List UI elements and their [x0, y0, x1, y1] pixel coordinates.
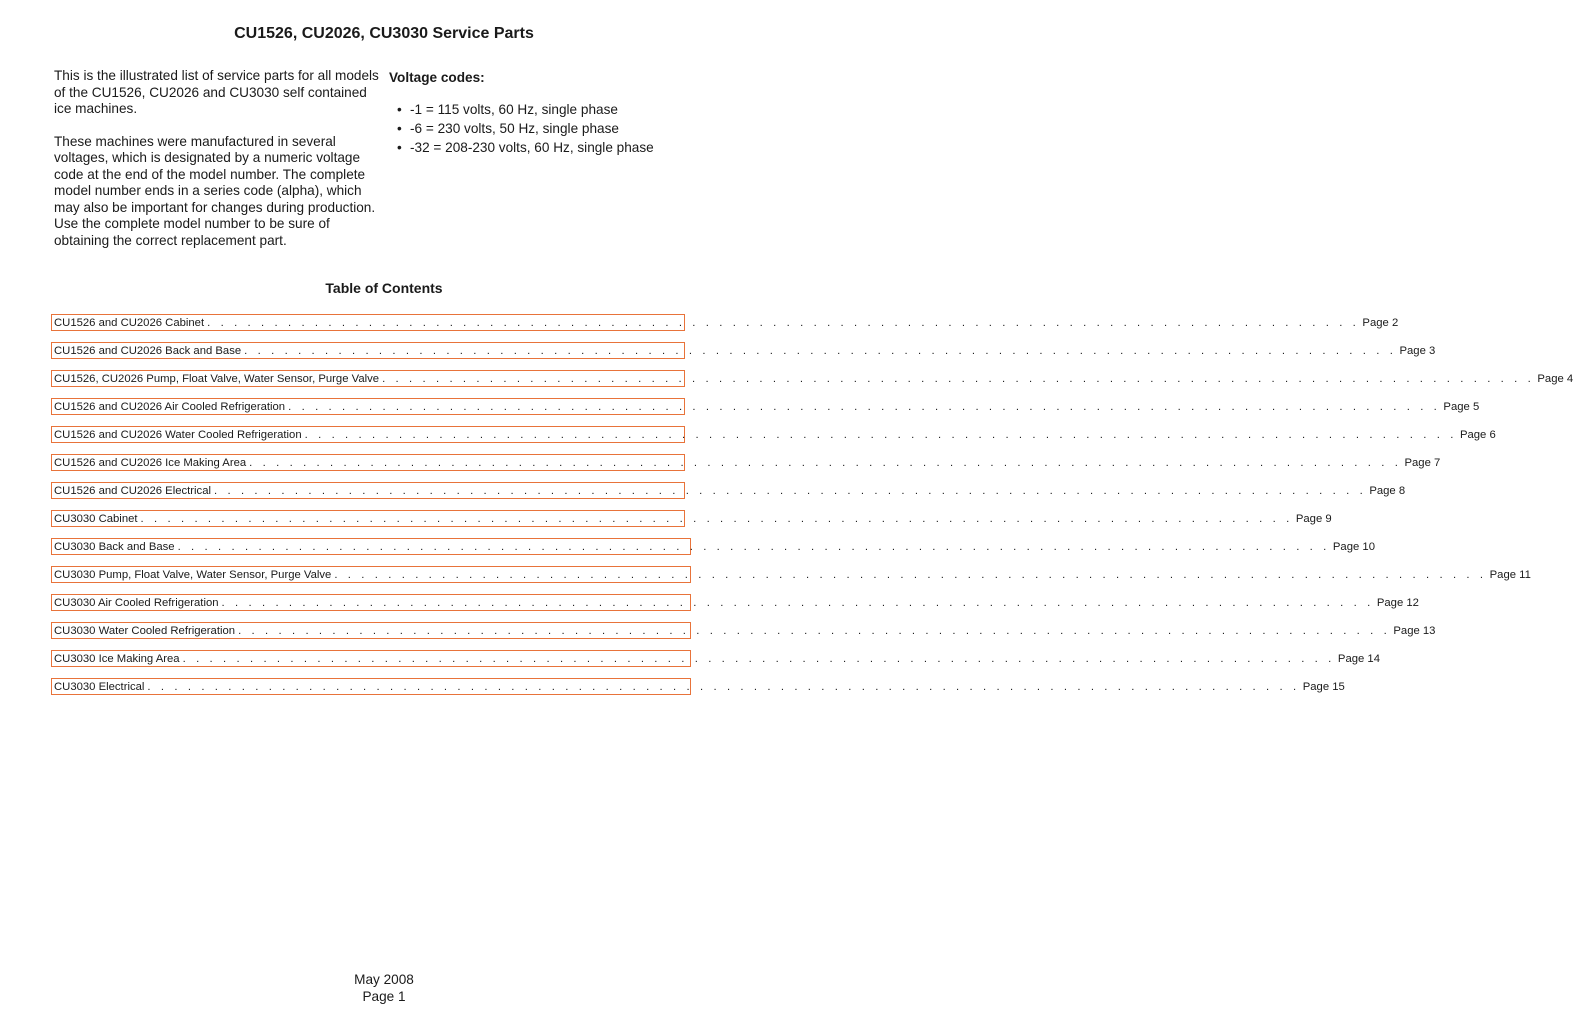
voltage-codes-heading: Voltage codes: [389, 70, 485, 85]
toc-entry-page: Page 11 [1489, 568, 1531, 581]
toc-link-cu1526-cu2026-air-cooled[interactable] [51, 398, 1480, 415]
toc-entry-page: Page 3 [1399, 344, 1436, 357]
toc-link-cu1526-cu2026-water-cooled[interactable] [51, 426, 1496, 443]
toc-link-cu3030-ice-making-area[interactable] [51, 650, 1380, 667]
toc-entry-page: Page 2 [1362, 316, 1399, 329]
toc-heading: Table of Contents [325, 280, 443, 296]
page-footer [0, 971, 768, 1005]
toc-entry-page: Page 12 [1376, 596, 1419, 609]
footer-page-number: Page 1 [362, 989, 406, 1004]
toc-leader-dots: . . . . . . . . . . . . . . . . . . . . . . . . . . . . . . . . . . . . . . . . . . . . . . . . . . . . . . . . . . . . . . . . . . . . . . . . . . . . . . . . . . . . . . [238, 624, 1391, 637]
page-title: CU1526, CU2026, CU3030 Service Parts [234, 25, 534, 42]
footer-date: May 2008 [354, 972, 414, 987]
toc-leader-dots: . . . . . . . . . . . . . . . . . . . . . . . . . . . . . . . . . . . . . . . . . . . . . . . . . . . . . . . . . . . . . . . . . . . . . . . . . . . . . . . . . . . . . . [207, 316, 1360, 329]
toc-entry-page: Page 7 [1404, 456, 1441, 469]
toc-leader-dots: . . . . . . . . . . . . . . . . . . . . . . . . . . . . . . . . . . . . . . . . . . . . . . . . . . . . . . . . . . . . . . . . . . . . . . . . . . . . . . . . . . . . . . [382, 372, 1535, 385]
toc-link-cu3030-electrical[interactable] [51, 678, 1345, 695]
toc-entry-page: Page 6 [1459, 428, 1496, 441]
toc-link-cu1526-cu2026-back-and-base[interactable] [51, 342, 1436, 359]
voltage-code-item: • -1 = 115 volts, 60 Hz, single phase [410, 100, 729, 119]
toc-entry-label: CU1526, CU2026 Pump, Float Valve, Water Sensor, Purge Valve [54, 372, 380, 385]
toc-entry-label: CU1526 and CU2026 Cabinet [54, 316, 205, 329]
toc-entry-page: Page 13 [1393, 624, 1436, 637]
toc-link-cu3030-water-cooled[interactable] [51, 622, 1436, 639]
toc-entry-label: CU1526 and CU2026 Electrical [54, 484, 211, 497]
toc-link-cu3030-pump[interactable] [51, 566, 1531, 583]
toc-entry-page: Page 8 [1369, 484, 1406, 497]
toc-entry-label: CU3030 Air Cooled Refrigeration [54, 596, 219, 609]
toc-entry-label: CU1526 and CU2026 Ice Making Area [54, 456, 247, 469]
toc-leader-dots: . . . . . . . . . . . . . . . . . . . . . . . . . . . . . . . . . . . . . . . . . . . . . . . . . . . . . . . . . . . . . . . . . . . . . . . . . . . . . . . . . . . . . . [244, 344, 1397, 357]
toc-link-cu3030-back-and-base[interactable] [51, 538, 1375, 555]
voltage-codes-list [389, 100, 729, 157]
toc-link-cu1526-cu2026-pump[interactable] [51, 370, 1574, 387]
toc-leader-dots: . . . . . . . . . . . . . . . . . . . . . . . . . . . . . . . . . . . . . . . . . . . . . . . . . . . . . . . . . . . . . . . . . . . . . . . . . . . . . . . . . . . . . . [249, 456, 1402, 469]
toc-entry-page: Page 15 [1302, 680, 1345, 693]
toc-entry-label: CU1526 and CU2026 Back and Base [54, 344, 242, 357]
intro-text [54, 68, 379, 265]
toc-entry-label: CU3030 Cabinet [54, 512, 138, 525]
toc-entry-label: CU3030 Water Cooled Refrigeration [54, 624, 236, 637]
toc-entry-page: Page 4 [1537, 372, 1574, 385]
toc-leader-dots: . . . . . . . . . . . . . . . . . . . . . . . . . . . . . . . . . . . . . . . . . . . . . . . . . . . . . . . . . . . . . . . . . . . . . . . . . . . . . . . . . . . . . . [304, 428, 1457, 441]
toc-link-cu3030-cabinet[interactable] [51, 510, 1332, 527]
intro-paragraph-2: These machines were manufactured in several voltages, which is designated by a numeric voltage code at the end of the model number. The complete model number ends in a series code (alpha), which may also be important for changes during production. Use the complete model number to be sure of obtaining the correct replacement part. [54, 133, 376, 248]
toc-leader-dots: . . . . . . . . . . . . . . . . . . . . . . . . . . . . . . . . . . . . . . . . . . . . . . . . . . . . . . . . . . . . . . . . . . . . . . . . . . . . . . . . . . . . . . [288, 400, 1441, 413]
toc-leader-dots: . . . . . . . . . . . . . . . . . . . . . . . . . . . . . . . . . . . . . . . . . . . . . . . . . . . . . . . . . . . . . . . . . . . . . . . . . . . . . . . . . . . . . . [214, 484, 1367, 497]
toc-entry-page: Page 9 [1295, 512, 1332, 525]
toc-leader-dots: . . . . . . . . . . . . . . . . . . . . . . . . . . . . . . . . . . . . . . . . . . . . . . . . . . . . . . . . . . . . . . . . . . . . . . . . . . . . . . . . . . . . . . [147, 680, 1300, 693]
toc-entry-page: Page 14 [1337, 652, 1380, 665]
toc-leader-dots: . . . . . . . . . . . . . . . . . . . . . . . . . . . . . . . . . . . . . . . . . . . . . . . . . . . . . . . . . . . . . . . . . . . . . . . . . . . . . . . . . . . . . . [140, 512, 1293, 525]
voltage-code-item: • -32 = 208-230 volts, 60 Hz, single phase [410, 138, 729, 157]
toc-entry-page: Page 5 [1443, 400, 1480, 413]
toc-leader-dots: . . . . . . . . . . . . . . . . . . . . . . . . . . . . . . . . . . . . . . . . . . . . . . . . . . . . . . . . . . . . . . . . . . . . . . . . . . . . . . . . . . . . . . [182, 652, 1335, 665]
toc-entry-label: CU3030 Pump, Float Valve, Water Sensor, Purge Valve [54, 568, 332, 581]
toc-entry-label: CU3030 Electrical [54, 680, 145, 693]
toc-entry-label: CU3030 Ice Making Area [54, 652, 180, 665]
toc-entry-page: Page 10 [1332, 540, 1375, 553]
voltage-code-item: • -6 = 230 volts, 50 Hz, single phase [410, 119, 729, 138]
toc-link-cu1526-cu2026-electrical[interactable] [51, 482, 1406, 499]
toc-link-cu3030-air-cooled[interactable] [51, 594, 1419, 611]
toc-entry-label: CU3030 Back and Base [54, 540, 175, 553]
toc-link-cu1526-cu2026-cabinet[interactable] [51, 314, 1399, 331]
toc-leader-dots: . . . . . . . . . . . . . . . . . . . . . . . . . . . . . . . . . . . . . . . . . . . . . . . . . . . . . . . . . . . . . . . . . . . . . . . . . . . . . . . . . . . . . . [177, 540, 1330, 553]
voltage-codes [389, 68, 729, 157]
toc-entry-label: CU1526 and CU2026 Water Cooled Refrigeration [54, 428, 302, 441]
toc-leader-dots: . . . . . . . . . . . . . . . . . . . . . . . . . . . . . . . . . . . . . . . . . . . . . . . . . . . . . . . . . . . . . . . . . . . . . . . . . . . . . . . . . . . . . . [334, 568, 1487, 581]
intro-paragraph-1: This is the illustrated list of service parts for all models of the CU1526, CU2026 and CU3030 self contained ice machines. [54, 68, 379, 116]
toc-leader-dots: . . . . . . . . . . . . . . . . . . . . . . . . . . . . . . . . . . . . . . . . . . . . . . . . . . . . . . . . . . . . . . . . . . . . . . . . . . . . . . . . . . . . . . [221, 596, 1374, 609]
toc-entry-label: CU1526 and CU2026 Air Cooled Refrigeration [54, 400, 286, 413]
toc-link-cu1526-cu2026-ice-making-area[interactable] [51, 454, 1441, 471]
